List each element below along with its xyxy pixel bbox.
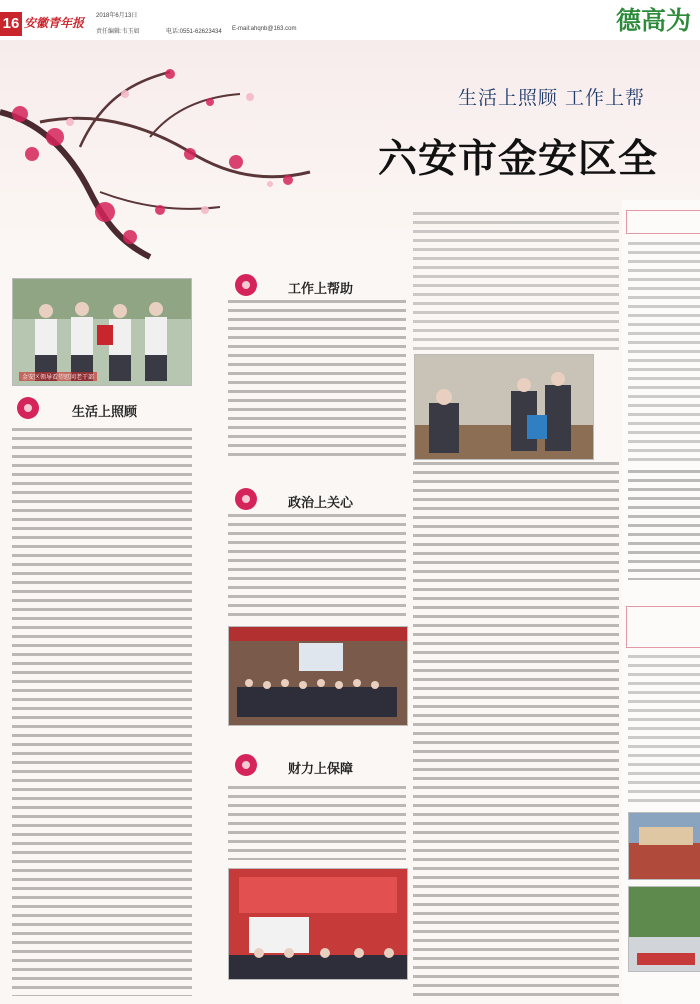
blossom-icon <box>232 272 260 298</box>
masthead <box>0 0 700 41</box>
headline-subtitle: 生活上照顾 工作上帮 <box>458 87 646 109</box>
event-photo-image <box>229 869 407 979</box>
editor-line: 责任编辑:韦玉如 <box>96 29 140 35</box>
section-heading-financial-support: 财力上保障 <box>288 762 354 777</box>
group-photo-image <box>13 279 191 385</box>
blossom-icon <box>232 486 260 512</box>
section-title: 德高为 <box>608 4 700 38</box>
paper-name: 安徽青年报 <box>24 16 85 30</box>
adjacent-photo-1 <box>628 812 700 880</box>
meeting-photo <box>228 626 408 726</box>
page-number: 16 <box>0 12 22 36</box>
adjacent-photo-2 <box>628 886 700 972</box>
section-heading-work-help: 工作上帮助 <box>288 282 354 297</box>
article-column-2b <box>228 514 406 620</box>
section-heading-life-care: 生活上照顾 <box>72 405 138 420</box>
adjacent-photo-2-image <box>629 887 700 971</box>
article-column-1 <box>12 428 192 996</box>
event-photo <box>228 868 408 980</box>
group-photo-caption: 金安区领导看望慰问老干部 <box>19 372 97 381</box>
date-line: 2018年6月13日 <box>96 13 138 19</box>
section-heading-political-care: 政治上关心 <box>288 496 354 511</box>
adjacent-text-2 <box>628 470 700 580</box>
article-column-3a <box>413 212 619 350</box>
adjacent-heading-frame <box>626 210 700 234</box>
adjacent-text-3 <box>628 655 700 805</box>
visit-photo-image <box>415 355 593 459</box>
adjacent-box-frame <box>626 606 700 648</box>
visit-photo <box>414 354 594 460</box>
email-line: E-mail:ahqnb@163.com <box>232 26 297 32</box>
article-column-2a <box>228 300 406 460</box>
blossom-icon <box>14 395 42 421</box>
adjacent-photo-1-image <box>629 813 700 879</box>
headline-title: 六安市金安区全 <box>378 137 659 182</box>
blossom-icon <box>232 752 260 778</box>
plum-blossom-illustration <box>0 42 330 272</box>
group-photo <box>12 278 192 386</box>
meeting-photo-image <box>229 627 407 725</box>
adjacent-text-1 <box>628 242 700 462</box>
phone-line: 电话:0551-62623434 <box>166 29 222 35</box>
article-column-2c <box>228 786 406 860</box>
article-column-3b <box>413 462 619 996</box>
